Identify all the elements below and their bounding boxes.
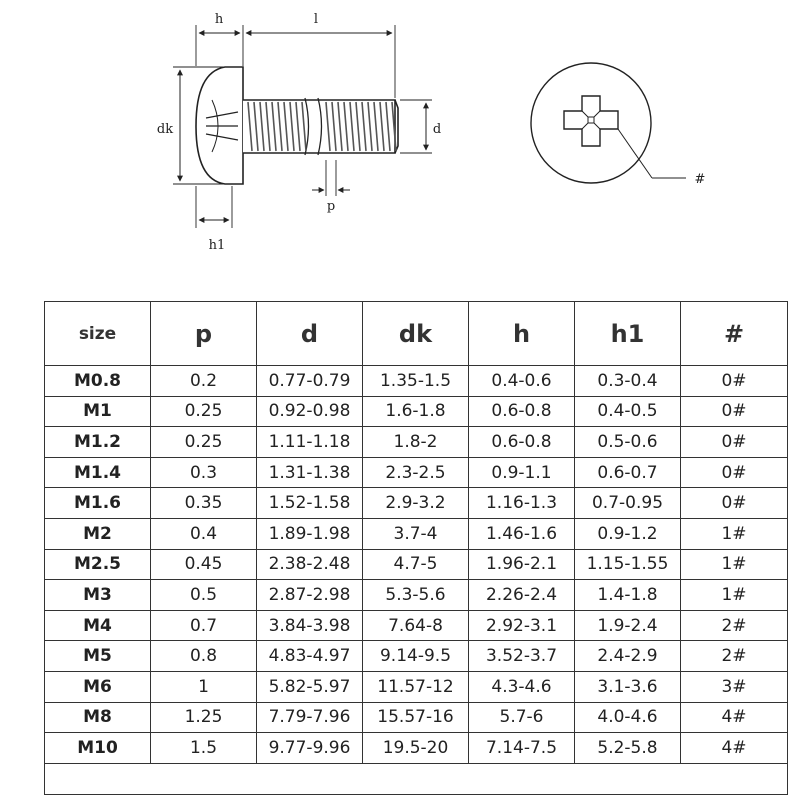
label-h1: h1 [208,238,226,253]
value-cell: 5.3-5.6 [363,580,469,611]
table-row [45,457,788,488]
value-cell: 0# [681,396,788,427]
value-cell: 0.5 [151,580,257,611]
value-cell: 5.82-5.97 [257,671,363,702]
value-cell: 0.35 [151,488,257,519]
value-cell: 3.1-3.6 [575,671,681,702]
value-cell: 0.25 [151,427,257,458]
value-cell: 0# [681,457,788,488]
value-cell: 2.26-2.4 [469,580,575,611]
value-cell: 1.16-1.3 [469,488,575,519]
table-row [45,702,788,733]
table-row [45,671,788,702]
value-cell: 1.9-2.4 [575,610,681,641]
table-body [45,366,788,795]
value-cell: 2.3-2.5 [363,457,469,488]
size-cell: M0.8 [45,366,151,397]
column-header: h [469,302,575,366]
value-cell: 0.6-0.8 [469,427,575,458]
size-cell: M6 [45,671,151,702]
value-cell: 0.6-0.8 [469,396,575,427]
value-cell: 7.79-7.96 [257,702,363,733]
size-cell: M1 [45,396,151,427]
value-cell: 2.4-2.9 [575,641,681,672]
size-cell: M4 [45,610,151,641]
value-cell: 1.89-1.98 [257,518,363,549]
table-row [45,366,788,397]
value-cell: 1.46-1.6 [469,518,575,549]
column-header: h1 [575,302,681,366]
value-cell: 3# [681,671,788,702]
value-cell: 5.7-6 [469,702,575,733]
table-row [45,610,788,641]
value-cell: 5.2-5.8 [575,733,681,764]
size-cell: M5 [45,641,151,672]
value-cell: 0# [681,427,788,458]
value-cell: 3.7-4 [363,518,469,549]
table-row [45,518,788,549]
label-recess-number: # [694,172,706,187]
value-cell: 0.77-0.79 [257,366,363,397]
value-cell: 2.92-3.1 [469,610,575,641]
table-row [45,396,788,427]
size-cell: M8 [45,702,151,733]
value-cell: 19.5-20 [363,733,469,764]
value-cell: 1.96-2.1 [469,549,575,580]
value-cell: 4# [681,702,788,733]
value-cell: 0.9-1.2 [575,518,681,549]
value-cell: 0.6-0.7 [575,457,681,488]
blank-cell [45,763,788,794]
value-cell: 1.8-2 [363,427,469,458]
value-cell: 0# [681,488,788,519]
label-dk: dk [156,122,174,137]
table-row [45,488,788,519]
value-cell: 0# [681,366,788,397]
value-cell: 9.77-9.96 [257,733,363,764]
column-header: dk [363,302,469,366]
column-header: p [151,302,257,366]
value-cell: 1# [681,518,788,549]
value-cell: 0.3-0.4 [575,366,681,397]
value-cell: 0.5-0.6 [575,427,681,458]
size-cell: M1.6 [45,488,151,519]
value-cell: 1# [681,549,788,580]
spec-table [44,301,788,795]
value-cell: 4.0-4.6 [575,702,681,733]
size-cell: M2.5 [45,549,151,580]
value-cell: 1.35-1.5 [363,366,469,397]
screw-side-view [196,67,398,184]
column-header: # [681,302,788,366]
value-cell: 9.14-9.5 [363,641,469,672]
table-row [45,580,788,611]
value-cell: 0.7 [151,610,257,641]
size-cell: M3 [45,580,151,611]
column-header: size [45,302,151,366]
label-p: p [326,199,336,214]
value-cell: 0.92-0.98 [257,396,363,427]
table-header-row [45,302,788,366]
value-cell: 2.38-2.48 [257,549,363,580]
value-cell: 0.2 [151,366,257,397]
table-row [45,641,788,672]
size-cell: M1.4 [45,457,151,488]
value-cell: 2.87-2.98 [257,580,363,611]
value-cell: 0.45 [151,549,257,580]
value-cell: 1.25 [151,702,257,733]
value-cell: 3.84-3.98 [257,610,363,641]
label-l: l [313,12,319,27]
value-cell: 4.83-4.97 [257,641,363,672]
value-cell: 0.9-1.1 [469,457,575,488]
table-row [45,427,788,458]
value-cell: 4.3-4.6 [469,671,575,702]
value-cell: 2.9-3.2 [363,488,469,519]
value-cell: 0.4-0.5 [575,396,681,427]
value-cell: 11.57-12 [363,671,469,702]
value-cell: 15.57-16 [363,702,469,733]
size-cell: M10 [45,733,151,764]
value-cell: 1.15-1.55 [575,549,681,580]
value-cell: 0.25 [151,396,257,427]
value-cell: 1.4-1.8 [575,580,681,611]
value-cell: 1.6-1.8 [363,396,469,427]
size-cell: M1.2 [45,427,151,458]
label-h: h [214,12,224,27]
table-row [45,549,788,580]
value-cell: 1# [681,580,788,611]
value-cell: 7.64-8 [363,610,469,641]
value-cell: 0.4-0.6 [469,366,575,397]
value-cell: 4.7-5 [363,549,469,580]
screw-drawing [0,0,800,290]
value-cell: 2# [681,610,788,641]
value-cell: 0.8 [151,641,257,672]
label-d: d [432,122,442,137]
column-header: d [257,302,363,366]
value-cell: 0.3 [151,457,257,488]
value-cell: 0.4 [151,518,257,549]
value-cell: 7.14-7.5 [469,733,575,764]
value-cell: 3.52-3.7 [469,641,575,672]
size-cell: M2 [45,518,151,549]
table-row [45,733,788,764]
value-cell: 1.5 [151,733,257,764]
value-cell: 1.31-1.38 [257,457,363,488]
value-cell: 1.52-1.58 [257,488,363,519]
value-cell: 0.7-0.95 [575,488,681,519]
value-cell: 1 [151,671,257,702]
value-cell: 4# [681,733,788,764]
blank-row [45,763,788,794]
value-cell: 1.11-1.18 [257,427,363,458]
screw-top-view [531,63,686,183]
value-cell: 2# [681,641,788,672]
